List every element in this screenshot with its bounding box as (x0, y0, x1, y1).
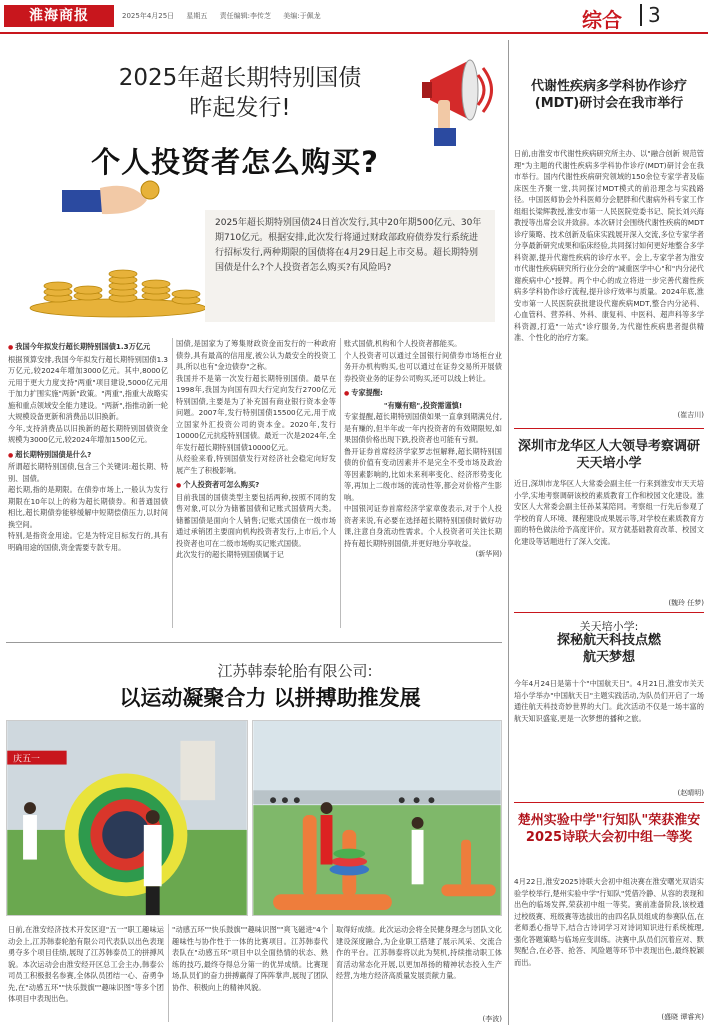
megaphone-icon (420, 50, 500, 150)
lead-paragraph: 从经验来看,特别国债发行对经济社会稳定向好发展产生了积极影响。 (176, 454, 336, 475)
lead-column-2 (176, 338, 336, 636)
sidebar-separator (514, 802, 704, 803)
bottom-author: (李波) (482, 1015, 502, 1023)
sidebar-1-author: (崔吉川) (677, 411, 704, 419)
sidebar-1-title: 代谢性疾病多学科协作诊疗(MDT)研讨会在我市举行 (530, 79, 687, 111)
lead-main-title: 个人投资者怎么购买? (91, 145, 379, 179)
lead-paragraph: 今年,支持消费品以旧换新的超长期特别国债资金规模为3000亿元,较2024年增加1500亿元。 (8, 423, 168, 444)
lead-paragraph: 所谓超长期特别国债,包含三个关键词:超长期、特别、国债。 (8, 462, 168, 483)
lead-paragraph: 目前我国的国债类型主要包括两种,按照不同的发售对象,可以分为储蓄国债和记账式国债两大类。储蓄国债是面向个人销售;记账式国债在一级市场通过承销团主要面向机构投资者发行,上市后,个人投资者也可在二级市场购买记账式国债。 (176, 492, 336, 548)
issue-weekday: 星期五 (186, 12, 208, 20)
photo-banner: 庆五一 (13, 754, 40, 765)
photo-inflatable-wheel (6, 720, 248, 916)
issue-editor: 责任编辑:李传芝 (219, 12, 272, 20)
lead-paragraph: 特别,是指资金用途。它是为特定目标发行的,具有明确用途的国债,资金需要专款专用。 (8, 531, 168, 552)
lead-column-1 (8, 338, 168, 636)
lead-quote: "有赚有赔",投资需谨慎! (383, 400, 463, 410)
lead-paragraph: 超长期,指的是期限。在债券市场上,一般认为发行期限在10年以上的称为超长期债券。和普通国债相比,超长期债券能够缓解中短期偿债压力,以时间换空间。 (8, 485, 168, 529)
photo-ring-toss (252, 720, 502, 916)
sidebar-separator (514, 612, 704, 613)
lead-intro: 2025年超长期特别国债24日首次发行,其中20年期500亿元、30年期710亿元。根据安排,此次发行将通过财政部政府债券发行系统进行招标发行,两种期限的国债将在4月29日起上市交易。超长期特别国债是什么?个人投资者怎么购买?有风险吗? (205, 210, 495, 322)
sidebar-2-author: (魏玲 任梦) (668, 599, 704, 607)
sidebar-3-body: 今年4月24日是第十个"中国航天日"。4月21日,淮安市关天培小学举办"中国航天日"主题实践活动,为队员们开启了一场通往航天科技奇妙世界的大门。此次活动不仅是一场丰富的航天知识盛宴,更是一次梦想的播种之旅。 (514, 679, 704, 723)
sidebar-divider (508, 40, 509, 1025)
bottom-column-2: "动感五环""快乐鼓旗""趣味识图""爽飞磁进"4个趣味性与协作性于一体的比赛项目。江苏韩泰代表队在"动感五环"项目中以全面热情的状态、熟练的技巧,最终夺得总分第一的优异成绩。比赛现场,队员们的奋力拼搏赢得了阵阵掌声,展现了团队协作、积极向上的精神风貌。 (172, 925, 328, 992)
sidebar-4-title: 楚州实验中学"行知队"荣获淮安2025诗联大会初中组一等奖 (517, 813, 701, 845)
lead-paragraph: 根据预算安排,我国今年拟发行超长期特别国债1.3万亿元,较2024年增加3000亿元。其中,8000亿元用于更大力度支持"两重"项目建设,5000亿元用于加力扩围实施"两新"政策。"两重",指重大战略实施和重点领域安全能力建设。"两新",指推动新一轮大规模设备更新和消费品以旧换新。 (8, 354, 168, 421)
bottom-column-1: 日前,在淮安经济技术开发区迎"五一"职工趣味运动会上,江苏韩泰轮胎有限公司代表队以出色表现勇夺多个项目佳绩,展现了江苏韩泰员工的拼搏风貌。本次运动会由淮安经开区总工会主办,韩泰公司员工积极报名参赛,全体队员团结一心、奋勇争先,在"动感五环""快乐鼓旗""趣味识图"等多个团体项目中表现出色。 (8, 925, 164, 1003)
bottom-title: 以运动凝聚合力 以拼搏助推发展 (119, 686, 421, 710)
lead-subhead: ● 专家提醒: (344, 387, 502, 400)
hand-coin-icon (62, 170, 162, 230)
story-separator (6, 642, 502, 643)
sidebar-1-body: 日前,由淮安市代谢性疾病研究所主办、以"融合创新 规范管理"为主题的代谢性疾病多学科协作诊疗(MDT)研讨会在我市举行。国内代谢性疾病研究领域的150余位专家学者及临床医生齐聚一堂,共同探讨MDT模式的前沿理念与实践路径。中国医师协会外科医师分会肥胖和代谢病外科专家工作组组长梁辉教授,淮安市第一人民医院党委书记、院长刘兴海教授等出席会议并致辞。本次研讨会围绕代谢性疾病的MDT诊疗策略、技术创新及临床实践展开深入交流,多位专家学者分享最新研究成果和临床经验,共同探讨如何更好地整合多学科资源,提升代谢性疾病的诊疗水平。会上,专家学者为淮安市代谢性疾病研究所行业分会的"减重医学中心"和"内分泌代谢疾病中心"授牌。两个中心的成立将进一步完善代谢性疾病多学科协作诊疗流程,提升诊疗效率与质量。2024年底,淮安市第一人民医院获批建设代谢疾病MDT,整合内分泌科、心血管科、营养科、外科、康复科、中医科、超声科等多学科资源,打造"一站式"诊疗服务,为代谢性疾病患者提供精准、个性化的治疗方案。 (514, 149, 704, 342)
section-name: 综合 (582, 8, 622, 32)
page-number: 3 (640, 4, 661, 26)
lead-paragraph: 账式国债,机构和个人投资者都能买。 (344, 339, 462, 348)
lead-paragraph: 国债,是国家为了筹集财政资金而发行的一种政府债券,具有最高的信用度,被公认为最安全的投资工具,所以也有"金边债券"之称。 (176, 339, 336, 371)
sidebar-4-body: 4月22日,淮安2025诗联大会初中组决赛在淮安曙光双语实验学校举行,楚州实验中学"行知队"凭借冷静、从容的表现和出色的临场发挥,荣获初中组一等奖。赛前准备阶段,该校通过校级赛、班级赛等选拔出的由四名队员组成的参赛队伍,在老师悉心指导下,结合古诗词学习对诗词知识进行系统梳理,强化答题策略与临场应变训练。决赛中,队员们沉着应对、默契配合,在必答、抢答、风险题等环节中表现出色,最终脱颖而出。 (514, 877, 704, 967)
lead-author: (新华网) (475, 550, 502, 558)
sidebar-4-author: (盛晓 谭睿宾) (661, 1013, 704, 1021)
lead-headline-line1: 2025年超长期特别国债 (118, 65, 362, 91)
lead-subhead: ● 超长期特别国债是什么? (8, 449, 168, 462)
lead-headline-line2: 昨起发行! (189, 95, 291, 121)
lead-paragraph: 我国并不是第一次发行超长期特别国债。最早在1998年,我国为向国有四大行定向发行2700亿元特别国债,主要是为了补充国有商业银行资本金等问题。2007年,发行特别国债15500亿元,用于成立国家外汇投资公司的资本金。2020年,发行10000亿元抗疫特别国债。最近一次是2024年,全年发行超长期特别国债10000亿元。 (176, 373, 336, 452)
bottom-kicker: 江苏韩泰轮胎有限公司: (217, 662, 373, 680)
column-divider (332, 924, 333, 1022)
issue-date: 2025年4月25日 (122, 12, 175, 20)
sidebar-3-kicker: 关天培小学: (579, 620, 639, 633)
lead-paragraph: 鲁开证券首席经济学家罗志恒解释,超长期特别国债的价值有变动因素并不是完全不受市场及政治等因素影响的,比如未来利率变化、经济形势变化等,再加上二级市场的流动性等,都会对价格产生影响。 (344, 446, 502, 502)
lead-subhead: ● 个人投资者可怎么购买? (176, 479, 336, 492)
lead-paragraph: 个人投资者可以通过全国银行间债券市场柜台业务开办机构购买,也可以通过在证券交易所开展债券投资业务的证券公司购买,还可以线上转让。 (344, 350, 502, 383)
column-divider (168, 924, 169, 1022)
sidebar-2-title: 深圳市龙华区人大领导考察调研天天培小学 (517, 439, 700, 471)
issue-meta (122, 11, 331, 21)
coins-icon (28, 240, 208, 320)
lead-paragraph: 专家提醒,超长期特别国债如果一直拿到期满兑付,是有赚的,但半年或一年内投资者的有效期限短,如果国债价格出现下跌,投资者也可能有亏损。 (344, 412, 502, 444)
sidebar-2-body: 近日,深圳市龙华区人大常委会副主任一行来到淮安市天天培小学,实地考察调研该校的素质教育工作和校园文化建设。淮安区人大常委会副主任孙某某陪同。考察组一行先后参观了学校的育人环境、课程建设成果展示等,对学校在素质教育方面的特色做法给予高度评价。双方就基础教育改革、校园文化建设等话题进行了深入交流。 (514, 479, 704, 546)
lead-paragraph: 此次发行的超长期特别国债属于记 (176, 550, 284, 559)
column-divider (172, 338, 173, 628)
bottom-column-3: 取得好成绩。此次运动会将全民健身理念与团队文化建设深度融合,为企业职工搭建了展示风采、交流合作的平台。江苏韩泰将以此为契机,持续推动职工体育活动常态化开展,以更加昂扬的精神状态投入生产经营,为地方经济高质量发展贡献力量。 (336, 925, 502, 980)
lead-subhead: ● 我国今年拟发行超长期特别国债1.3万亿元 (8, 341, 168, 354)
lead-headline (45, 63, 435, 123)
issue-designer: 美编:于佩龙 (283, 12, 321, 20)
column-divider (340, 338, 341, 628)
sidebar-separator (514, 428, 704, 429)
sidebar-3-author: (赵晴明) (677, 789, 704, 797)
lead-paragraph: 中国银河证券首席经济学家章俊表示,对于个人投资者来说,有必要在选择超长期特别国债时做好功课,注意自身流动性需求。个人投资者可关注长期持有超长期特别国债,并更好地分享收益。 (344, 504, 502, 548)
sidebar-3-title: 探秘航天科技点燃航天梦想 (556, 633, 661, 665)
paper-logo: 淮海商报 (4, 5, 114, 27)
lead-column-3 (344, 338, 502, 636)
